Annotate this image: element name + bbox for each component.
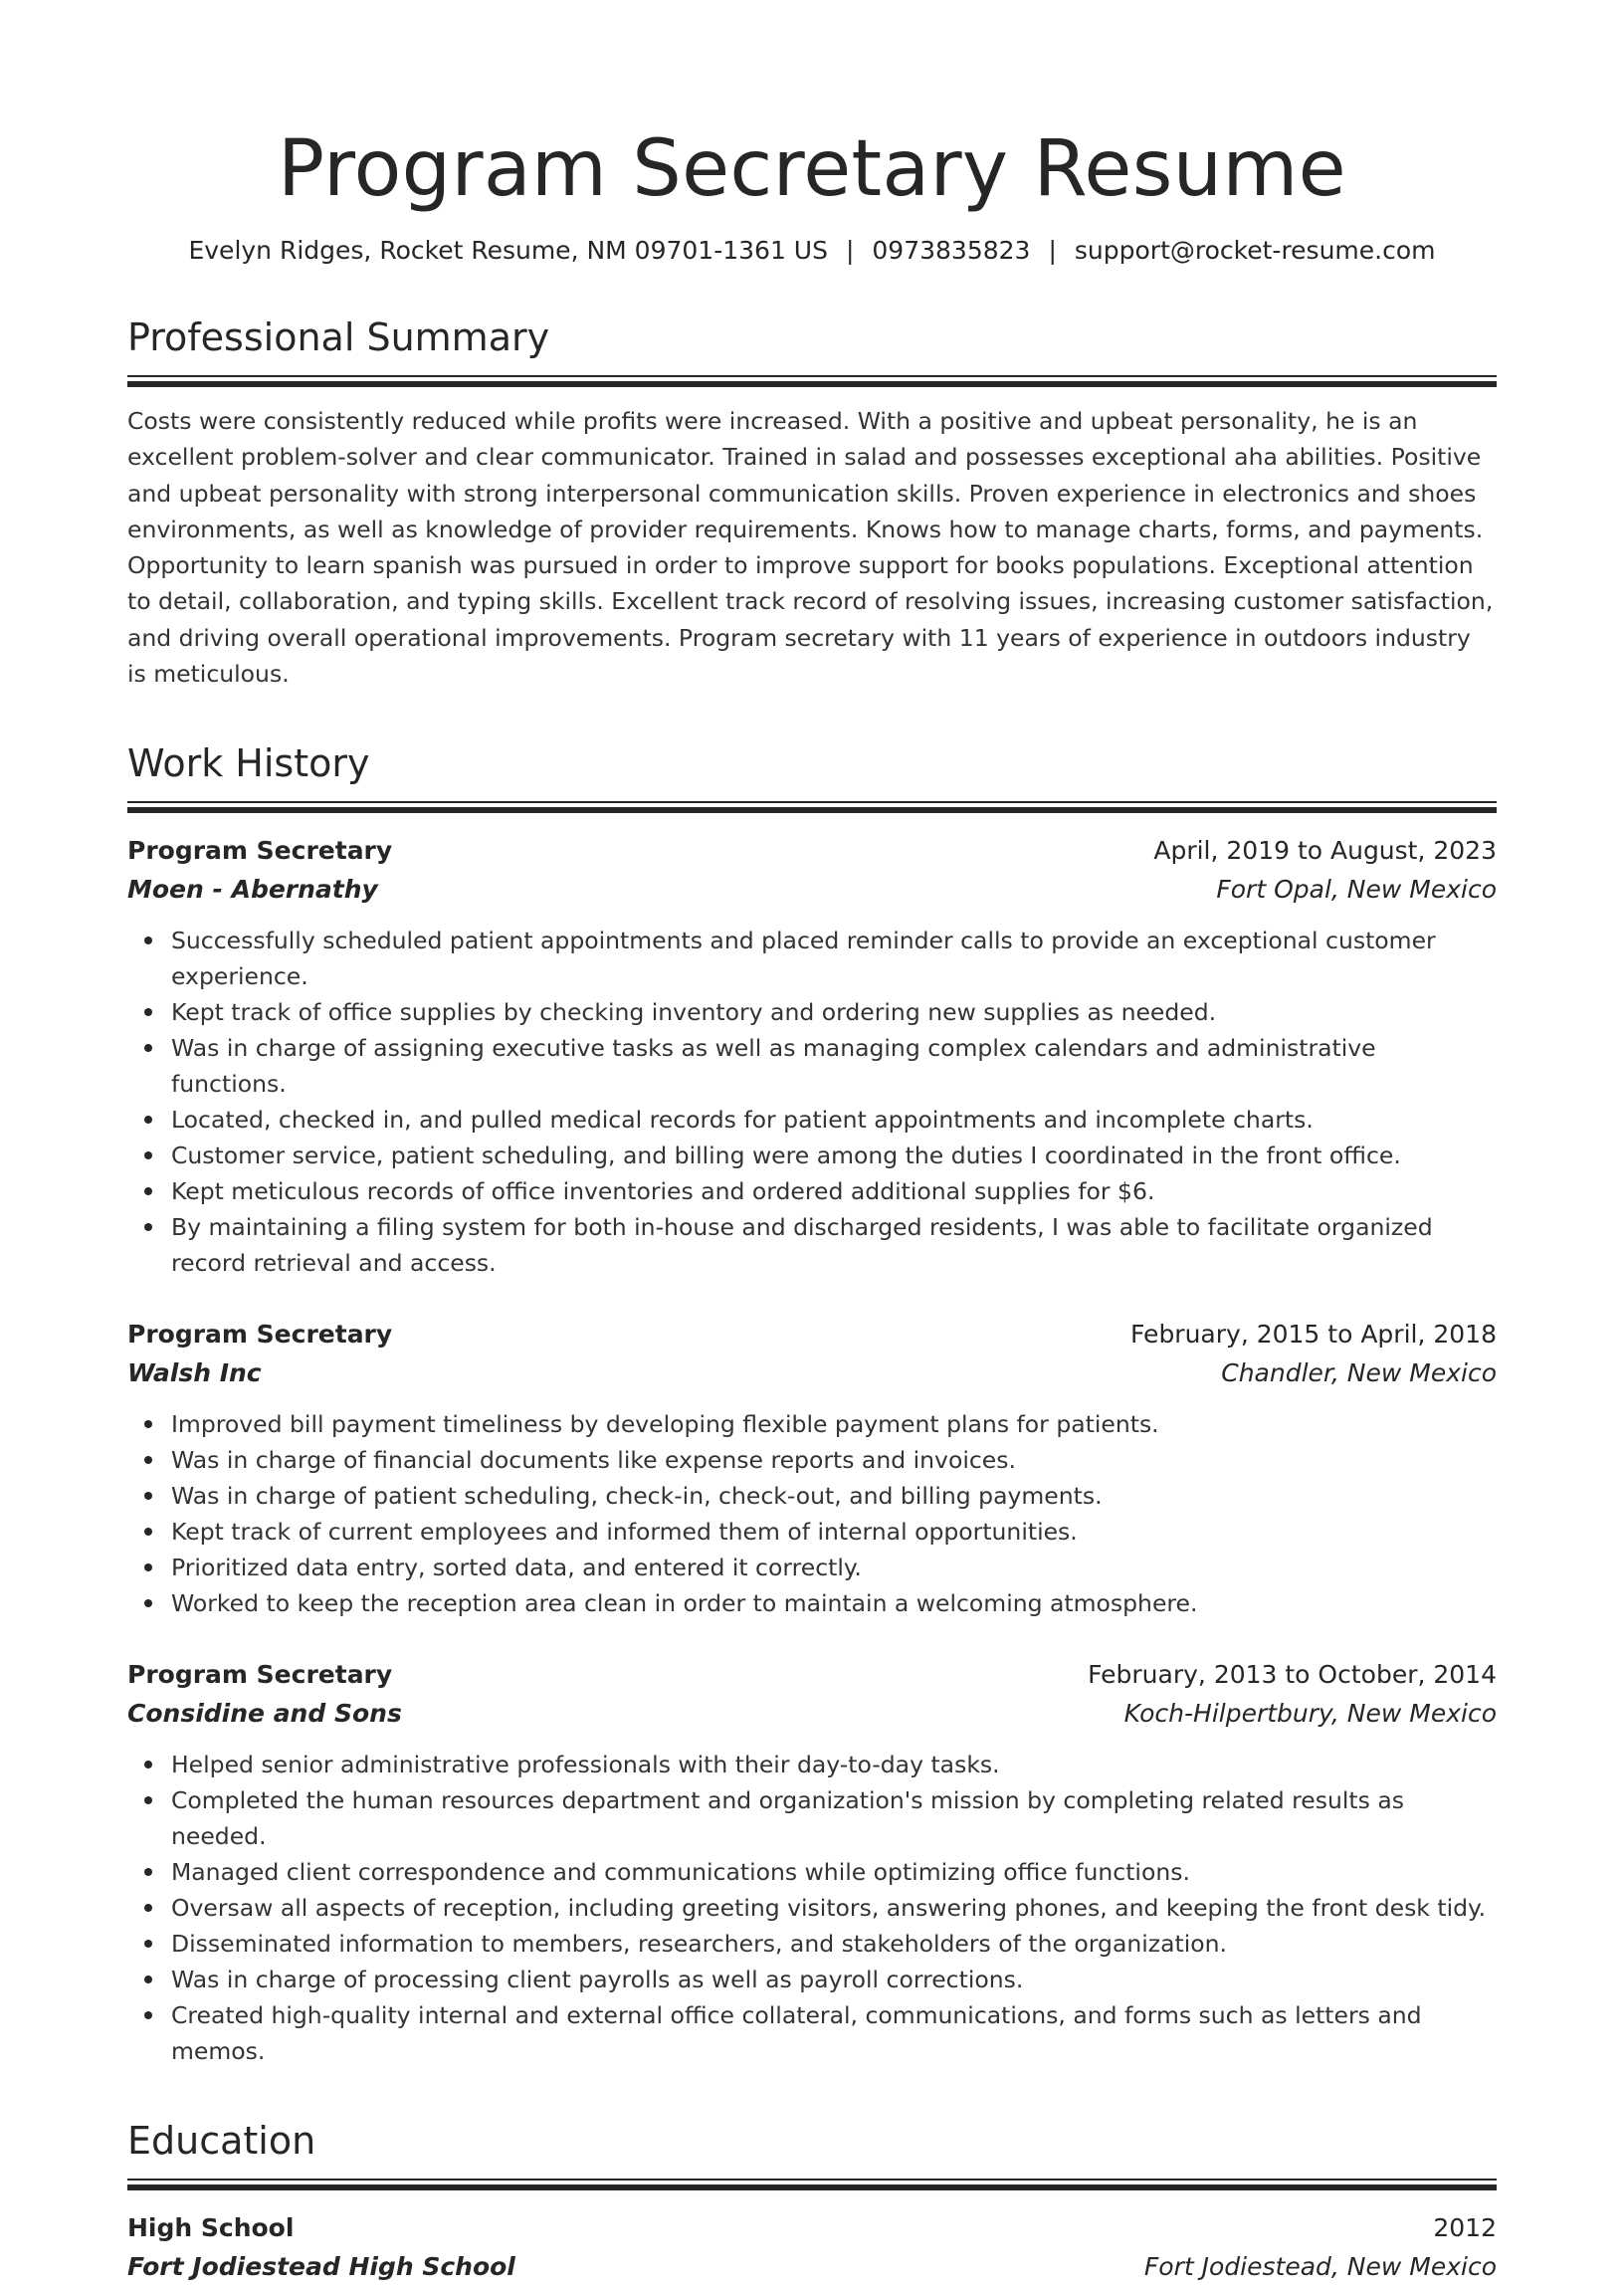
- contact-email: support@rocket-resume.com: [1074, 236, 1436, 265]
- contact-separator: |: [845, 236, 855, 265]
- summary-heading: Professional Summary: [127, 315, 550, 359]
- job-dates: February, 2013 to October, 2014: [1088, 1660, 1497, 1690]
- contact-phone: 0973835823: [872, 236, 1031, 265]
- education-school: Fort Jodiestead High School: [127, 2252, 515, 2282]
- job-bullet: Created high-quality internal and external office collateral, communications, and forms such as letters and memos.: [171, 1997, 1497, 2069]
- job-location: Chandler, New Mexico: [1221, 1358, 1497, 1388]
- job-entry: [127, 1315, 1497, 1621]
- contact-address: Evelyn Ridges, Rocket Resume, NM 09701-1361 US: [188, 236, 828, 265]
- job-bullets: [127, 1747, 1497, 2069]
- education-heading: Education: [127, 2119, 316, 2164]
- education-entry: [127, 2208, 1497, 2286]
- job-role: Program Secretary: [127, 1660, 393, 1690]
- job-location: Fort Opal, New Mexico: [1216, 875, 1497, 905]
- job-bullet: Kept meticulous records of office inventories and ordered additional supplies for $6.: [171, 1173, 1497, 1209]
- education-section: [127, 2117, 1497, 2286]
- job-entry: [127, 831, 1497, 1281]
- job-company: Considine and Sons: [127, 1699, 402, 1729]
- section-divider: [127, 2179, 1497, 2190]
- job-bullet: Kept track of office supplies by checking inventory and ordering new supplies as needed.: [171, 994, 1497, 1030]
- job-role: Program Secretary: [127, 1320, 393, 1350]
- job-bullet: Was in charge of patient scheduling, check-in, check-out, and billing payments.: [171, 1478, 1497, 1514]
- contact-separator: |: [1048, 236, 1057, 265]
- job-bullet: Managed client correspondence and communications while optimizing office functions.: [171, 1854, 1497, 1890]
- job-dates: February, 2015 to April, 2018: [1130, 1320, 1497, 1350]
- work-history-section: [127, 739, 1497, 2069]
- job-bullet: Oversaw all aspects of reception, including greeting visitors, answering phones, and keeping the front desk tidy.: [171, 1890, 1497, 1926]
- job-bullet: Located, checked in, and pulled medical records for patient appointments and incomplete charts.: [171, 1102, 1497, 1138]
- contact-line: [127, 234, 1497, 268]
- job-bullet: Customer service, patient scheduling, and billing were among the duties I coordinated in the front office.: [171, 1138, 1497, 1173]
- summary-section: [127, 313, 1497, 692]
- job-bullet: Was in charge of assigning executive tasks as well as managing complex calendars and administrative functions.: [171, 1030, 1497, 1102]
- job-bullet: Was in charge of processing client payrolls as well as payroll corrections.: [171, 1962, 1497, 1997]
- work-history-heading: Work History: [127, 741, 370, 786]
- job-bullet: Disseminated information to members, researchers, and stakeholders of the organization.: [171, 1926, 1497, 1962]
- job-entry: [127, 1655, 1497, 2069]
- resume-title: Program Secretary Resume: [278, 124, 1346, 214]
- education-degree: High School: [127, 2213, 295, 2243]
- job-location: Koch-Hilpertbury, New Mexico: [1123, 1699, 1497, 1729]
- job-role: Program Secretary: [127, 836, 393, 866]
- job-bullets: [127, 1406, 1497, 1621]
- job-bullet: By maintaining a filing system for both in-house and discharged residents, I was able to facilitate organized record retrieval and access.: [171, 1209, 1497, 1281]
- job-dates: April, 2019 to August, 2023: [1153, 836, 1497, 866]
- education-location: Fort Jodiestead, New Mexico: [1143, 2252, 1497, 2282]
- job-company: Walsh Inc: [127, 1358, 262, 1388]
- job-bullet: Was in charge of financial documents like expense reports and invoices.: [171, 1442, 1497, 1478]
- job-bullet: Improved bill payment timeliness by developing flexible payment plans for patients.: [171, 1406, 1497, 1442]
- job-company: Moen - Abernathy: [127, 875, 378, 905]
- job-bullets: [127, 923, 1497, 1281]
- job-bullet: Kept track of current employees and informed them of internal opportunities.: [171, 1514, 1497, 1550]
- job-bullet: Completed the human resources department and organization's mission by completing related results as needed.: [171, 1782, 1497, 1854]
- education-year: 2012: [1433, 2213, 1497, 2243]
- resume-page: [127, 0, 1497, 2286]
- summary-text: Costs were consistently reduced while profits were increased. With a positive and upbeat personality, he is an excellent problem-solver and clear communicator. Trained in salad and possesses exceptional aha abilities. Positive and upbeat personality with strong interpersonal communication skills. Proven experience in electronics and shoes environments, as well as knowledge of provider requirements. Knows how to manage charts, forms, and payments. Opportunity to learn spanish was pursued in order to improve support for books populations. Exceptional attention to detail, collaboration, and typing skills. Excellent track record of resolving issues, increasing customer satisfaction, and driving overall operational improvements. Program secretary with 11 years of experience in outdoors industry is meticulous.: [127, 407, 1494, 689]
- job-bullet: Successfully scheduled patient appointments and placed reminder calls to provide an exceptional customer experience.: [171, 923, 1497, 994]
- section-divider: [127, 375, 1497, 387]
- job-bullet: Prioritized data entry, sorted data, and entered it correctly.: [171, 1550, 1497, 1585]
- section-divider: [127, 801, 1497, 813]
- job-bullet: Helped senior administrative professionals with their day-to-day tasks.: [171, 1747, 1497, 1782]
- job-bullet: Worked to keep the reception area clean in order to maintain a welcoming atmosphere.: [171, 1585, 1497, 1621]
